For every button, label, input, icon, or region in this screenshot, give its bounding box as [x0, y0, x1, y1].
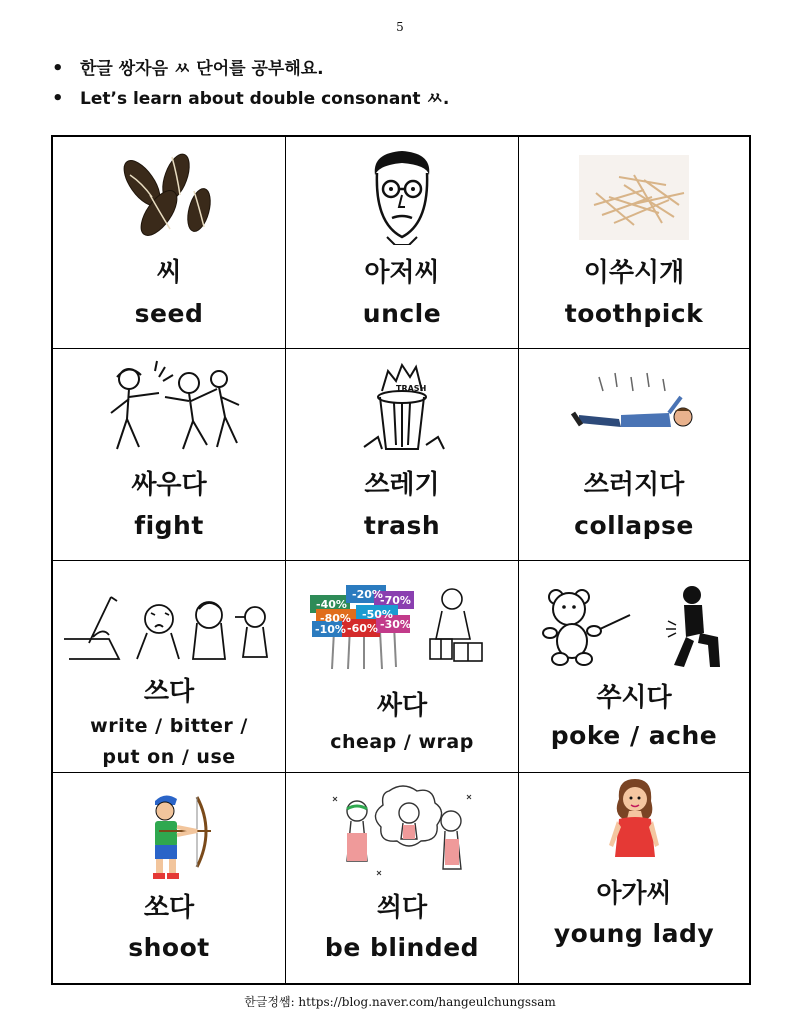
korean-word: 쑤시다: [596, 683, 672, 713]
word-card-fight: [53, 349, 286, 561]
footer-credit: 한글정쌤: https://blog.naver.com/hangeulchungssam: [244, 995, 556, 1009]
english-meaning: young lady: [553, 919, 715, 948]
english-meaning: shoot: [128, 933, 210, 962]
korean-word: 쓰러지다: [583, 470, 685, 500]
english-meaning-line-2: put on / use: [102, 746, 236, 768]
sale-tag-text: -70%: [380, 594, 411, 607]
korean-word: 쓰레기: [364, 470, 440, 500]
vocabulary-grid: [51, 135, 751, 985]
english-meaning: fight: [134, 511, 204, 540]
word-card-collapse: [519, 349, 749, 561]
english-meaning: be blinded: [324, 933, 480, 962]
korean-word: 싸다: [376, 691, 428, 721]
word-card-toothpick: [519, 137, 749, 349]
intro-line-1-text: 한글 쌍자음 ㅆ 단어를 공부해요.: [80, 59, 324, 79]
bullet-icon: •: [52, 58, 64, 79]
english-meaning: collapse: [574, 511, 694, 540]
korean-word: 싸우다: [131, 470, 207, 500]
sale-tag-text: -50%: [362, 608, 393, 621]
sale-tag-text: -10%: [315, 623, 346, 636]
seeds-icon: [53, 145, 285, 245]
sale-tag-text: -20%: [352, 588, 383, 601]
word-card-shoot: [53, 773, 286, 983]
blinded-woman-icon: [286, 781, 518, 881]
man-face-icon: [286, 145, 518, 245]
english-meaning-line-1: write / bitter /: [90, 715, 248, 737]
sale-tag-text: -80%: [320, 612, 351, 625]
korean-word: 씌다: [376, 893, 428, 923]
word-card-cheap: [286, 561, 519, 773]
english-meaning: cheap / wrap: [330, 731, 474, 753]
intro-line-2-text: Let’s learn about double consonant ㅆ.: [80, 89, 450, 109]
bullet-icon: •: [52, 88, 64, 109]
page-number: 5: [396, 20, 404, 34]
word-card-uncle: [286, 137, 519, 349]
sale-tag-text: -60%: [347, 622, 378, 635]
word-card-be-blinded: [286, 773, 519, 983]
korean-word: 이쑤시개: [583, 258, 685, 288]
sale-signs-icon: [286, 581, 518, 681]
english-meaning: seed: [134, 299, 204, 328]
toothpicks-icon: [519, 145, 749, 245]
teddy-bear-icon: [519, 581, 749, 681]
archer-boy-icon: [53, 787, 285, 887]
writing-hand-icon: [53, 579, 285, 679]
intro-line-english: [52, 84, 449, 114]
word-card-seed: [53, 137, 286, 349]
korean-word: 아가씨: [596, 879, 672, 909]
sale-tag-text: -40%: [316, 598, 347, 611]
korean-word: 아저씨: [364, 258, 440, 288]
korean-word: 씨: [156, 258, 182, 288]
english-meaning: trash: [363, 511, 441, 540]
word-card-young-lady: [519, 773, 749, 983]
word-card-poke: [519, 561, 749, 773]
fighting-men-icon: [53, 357, 285, 457]
young-lady-icon: [519, 775, 749, 875]
english-meaning: poke / ache: [550, 721, 718, 750]
english-meaning: uncle: [362, 299, 442, 328]
word-card-write: [53, 561, 286, 773]
intro-line-korean: [52, 54, 449, 84]
sale-tag-text: -30%: [380, 618, 411, 631]
fallen-man-icon: [519, 357, 749, 457]
english-meaning: toothpick: [564, 299, 704, 328]
svg-text:TRASH: TRASH: [396, 384, 427, 393]
korean-word: 쓰다: [143, 677, 195, 707]
word-card-trash: [286, 349, 519, 561]
korean-word: 쏘다: [143, 893, 195, 923]
intro-list: [52, 54, 449, 114]
trash-can-icon: [286, 357, 518, 457]
